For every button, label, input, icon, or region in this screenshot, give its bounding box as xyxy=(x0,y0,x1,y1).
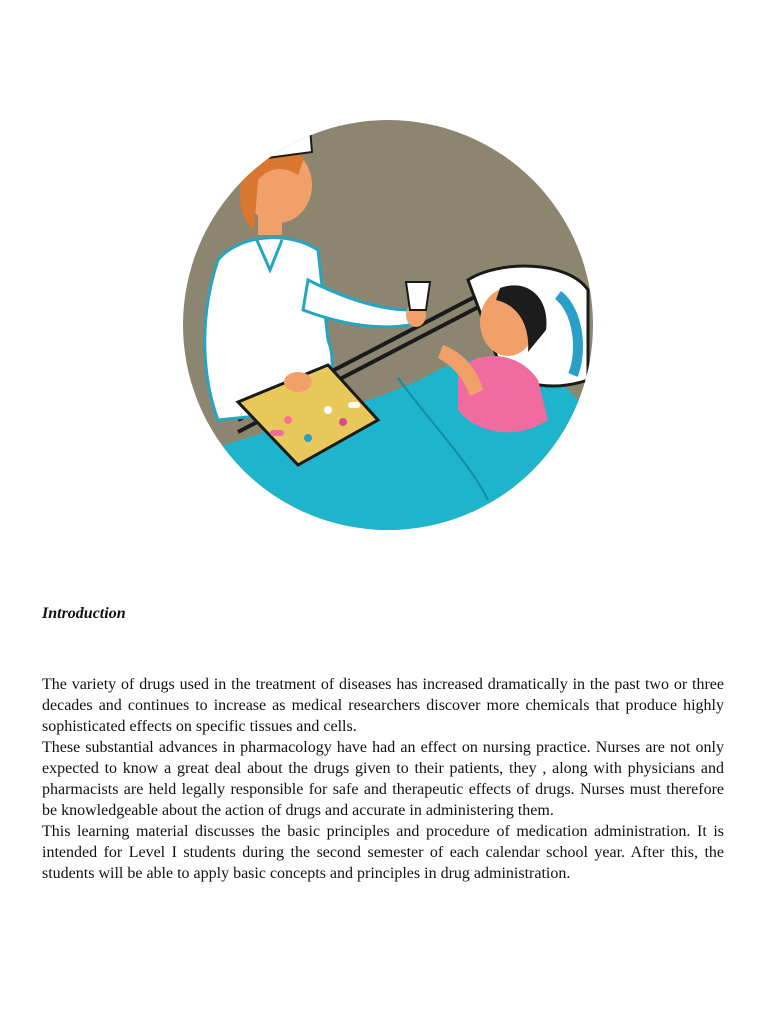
paragraph: This learning material discusses the basic principles and procedure of medication administration. It is intended for Level I students during the second semester of each calendar school year. After this, the students will be able to apply basic concepts and principles in drug administration. xyxy=(42,823,724,882)
medicine-cup-icon xyxy=(406,282,430,310)
section-heading: Introduction xyxy=(42,605,126,622)
body-text xyxy=(42,674,724,884)
paragraph: The variety of drugs used in the treatment of diseases has increased dramatically in the past two or three decades and continues to increase as medical researchers discover more chemicals that produce highly sophisticated effects on specific tissues and cells. xyxy=(42,676,724,735)
paragraph: These substantial advances in pharmacology have had an effect on nursing practice. Nurses are not only expected to know a great deal about the drugs given to their patients, they , along with physicians and pharmacists are held legally responsible for safe and therapeutic effects of drugs. Nurses must therefore be knowledgeable about the action of drugs and accurate in administering them. xyxy=(42,739,724,819)
nurse-giving-medication-icon xyxy=(178,120,598,530)
